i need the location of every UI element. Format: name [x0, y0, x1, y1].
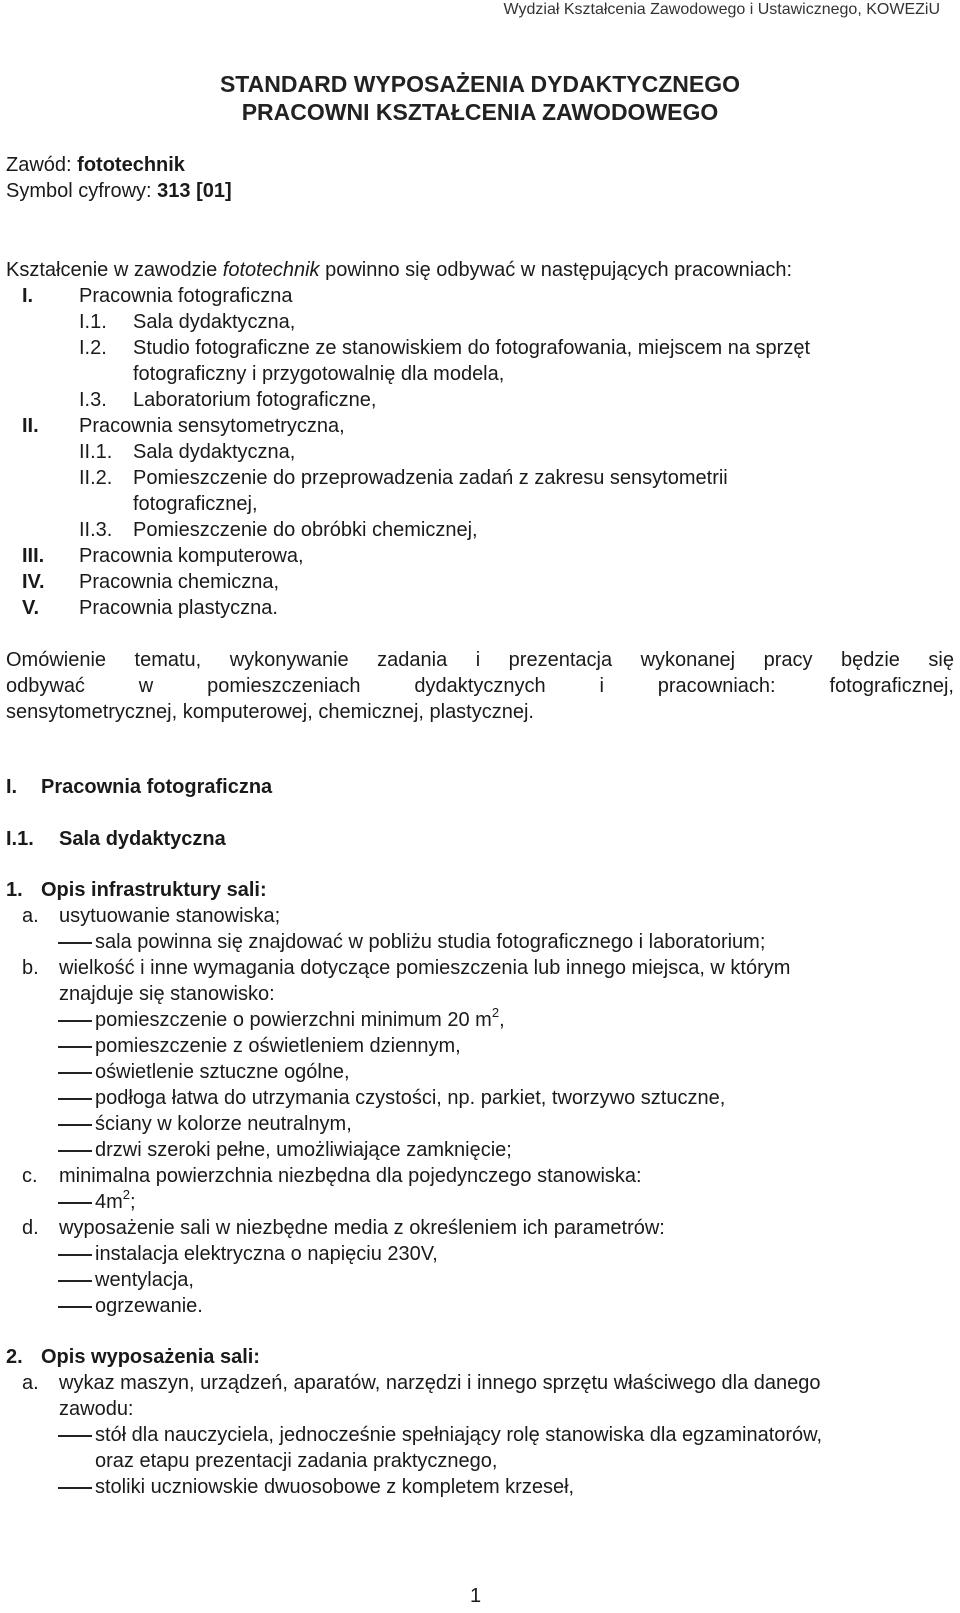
outline-text: Pracownia sensytometryczna,: [79, 415, 345, 437]
list-item: pomieszczenie o powierzchni minimum 20 $m^2$,: [95, 1005, 505, 1031]
dash-bullet: [58, 942, 92, 944]
subsection-heading: Sala dydaktyczna: [59, 828, 226, 850]
dash-bullet: [58, 1306, 92, 1308]
list-item: sala powinna się znajdować w pobliżu studia fotograficznego i laboratorium;: [95, 931, 766, 953]
outline-text: Pracownia plastyczna.: [79, 597, 278, 619]
outline-text: Sala dydaktyczna,: [133, 441, 296, 463]
dash-bullet: [58, 1254, 92, 1256]
paragraph-line: sensytometrycznej, komputerowej, chemicznej, plastycznej.: [6, 701, 534, 723]
dash-bullet: [58, 1072, 92, 1074]
s1-d-num: d.: [22, 1217, 39, 1239]
dash-bullet: [58, 1435, 92, 1437]
outline-text: Pracownia chemiczna,: [79, 571, 280, 593]
list-item: drzwi szeroki pełne, umożliwiające zamknięcie;: [95, 1139, 512, 1161]
s1-b-text-cont: znajduje się stanowisko:: [59, 983, 275, 1005]
s1-b-num: b.: [22, 957, 39, 979]
list-item: ogrzewanie.: [95, 1295, 203, 1317]
s1-c-text: minimalna powierzchnia niezbędna dla pojedynczego stanowiska:: [59, 1165, 642, 1187]
intro-line: Kształcenie w zawodzie fototechnik powinno się odbywać w następujących pracowniach:: [6, 259, 793, 281]
outline-num: I.3.: [79, 389, 107, 411]
dash-bullet: [58, 1487, 92, 1489]
outline-num: V.: [22, 597, 40, 619]
list-item: ściany w kolorze neutralnym,: [95, 1113, 352, 1135]
outline-num: I.1.: [79, 311, 107, 333]
symbol-value: 313 [01]: [157, 180, 232, 202]
outline-num: I.: [22, 285, 34, 307]
list-item: instalacja elektryczna o napięciu 230V,: [95, 1243, 438, 1265]
document-title: [0, 70, 960, 126]
outline-text: Sala dydaktyczna,: [133, 311, 296, 333]
s1-d-text: wyposażenie sali w niezbędne media z określeniem ich parametrów:: [59, 1217, 665, 1239]
paragraph-line: Omówienie tematu, wykonywanie zadania i prezentacja wykonanej pracy będzie się: [6, 649, 954, 671]
dash-bullet: [58, 1280, 92, 1282]
outline-num: II.1.: [79, 441, 113, 463]
dash-bullet: [58, 1124, 92, 1126]
outline-num: II.3.: [79, 519, 113, 541]
outline-text: Studio fotograficzne ze stanowiskiem do fotografowania, miejscem na sprzęt: [133, 337, 811, 359]
s2-title: Opis wyposażenia sali:: [41, 1346, 260, 1368]
outline-text: Laboratorium fotograficzne,: [133, 389, 377, 411]
outline-num: III.: [22, 545, 45, 567]
outline-num: I.2.: [79, 337, 107, 359]
list-item: oświetlenie sztuczne ogólne,: [95, 1061, 350, 1083]
section-heading-num: I.: [6, 776, 18, 798]
s1-num: 1.: [6, 879, 23, 901]
subsection-num: I.1.: [6, 828, 34, 850]
symbol-line: Symbol cyfrowy: 313 [01]: [6, 180, 232, 202]
list-item: pomieszczenie z oświetleniem dziennym,: [95, 1035, 461, 1057]
outline-text: Pomieszczenie do przeprowadzenia zadań z zakresu sensytometrii: [133, 467, 728, 489]
dash-bullet: [58, 1150, 92, 1152]
profession-value: fototechnik: [77, 154, 185, 176]
paragraph-line: odbywać w pomieszczeniach dydaktycznych i pracowniach: fotograficznej,: [6, 675, 954, 697]
list-item-cont: oraz etapu prezentacji zadania praktycznego,: [95, 1450, 498, 1472]
section-heading: Pracownia fotograficzna: [41, 776, 273, 798]
dash-bullet: [58, 1202, 92, 1204]
outline-text: Pracownia fotograficzna: [79, 285, 293, 307]
profession-line: Zawód: fototechnik: [6, 154, 185, 176]
outline-text: Pracownia komputerowa,: [79, 545, 304, 567]
s2-a-text-cont: zawodu:: [59, 1398, 134, 1420]
s1-c-num: c.: [22, 1165, 38, 1187]
dash-bullet: [58, 1020, 92, 1022]
s1-a-num: a.: [22, 905, 39, 927]
s2-a-num: a.: [22, 1372, 39, 1394]
list-item: podłoga łatwa do utrzymania czystości, np. parkiet, tworzywo sztuczne,: [95, 1087, 726, 1109]
dash-bullet: [58, 1046, 92, 1048]
running-header: Wydział Kształcenia Zawodowego i Ustawicznego, KOWEZiU: [503, 1, 940, 18]
list-item: wentylacja,: [95, 1269, 194, 1291]
outline-num: II.2.: [79, 467, 113, 489]
s1-a-text: usytuowanie stanowiska;: [59, 905, 281, 927]
list-item: $4m^2$;: [95, 1187, 136, 1213]
s1-title: Opis infrastruktury sali:: [41, 879, 267, 901]
outline-text-cont: fotograficznej,: [133, 493, 258, 515]
s2-num: 2.: [6, 1346, 23, 1368]
s2-a-text: wykaz maszyn, urządzeń, aparatów, narzędzi i innego sprzętu właściwego dla danego: [59, 1372, 821, 1394]
s1-b-text: wielkość i inne wymagania dotyczące pomieszczenia lub innego miejsca, w którym: [59, 957, 791, 979]
outline-num: II.: [22, 415, 39, 437]
title-line-1: STANDARD WYPOSAŻENIA DYDAKTYCZNEGO: [219, 71, 741, 97]
title-line-2: PRACOWNI KSZTAŁCENIA ZAWODOWEGO: [241, 99, 719, 125]
outline-text: Pomieszczenie do obróbki chemicznej,: [133, 519, 478, 541]
outline-text-cont: fotograficzny i przygotowalnię dla modela,: [133, 363, 505, 385]
dash-bullet: [58, 1098, 92, 1100]
outline-num: IV.: [22, 571, 45, 593]
page-number: 1: [470, 1585, 482, 1607]
list-item: stół dla nauczyciela, jednocześnie spełniający rolę stanowiska dla egzaminatorów,: [95, 1424, 823, 1446]
list-item: stoliki uczniowskie dwuosobowe z kompletem krzeseł,: [95, 1476, 575, 1498]
